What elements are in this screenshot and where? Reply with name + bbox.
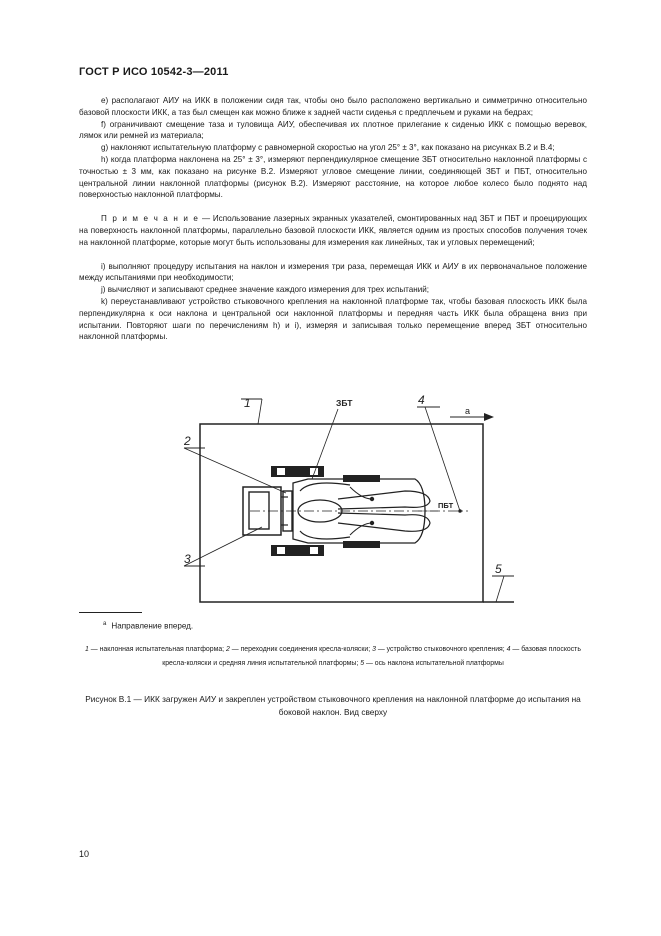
- legend-text-2: — переходник соединения кресла-коляски;: [229, 646, 373, 653]
- item-g: g) наклоняют испытательную платформу с равномерной скоростью на угол 25° ± 3°, как показано на рисунках В.2 и В.4;: [101, 143, 555, 153]
- front-caster-right: [343, 541, 380, 548]
- legend-num-4: 4: [506, 646, 511, 653]
- figure-legend: [79, 643, 587, 670]
- legend-text-5: — ось наклона испытательной платформы: [364, 659, 504, 667]
- label-3: 3: [184, 552, 191, 566]
- label-5: 5: [495, 562, 502, 576]
- pbt-point: [370, 521, 374, 525]
- label-a: а: [465, 406, 471, 416]
- label-4: 4: [418, 393, 425, 407]
- figure-drawing: [150, 395, 530, 610]
- dummy-leg-lower: [338, 513, 430, 531]
- item-f: f) ограничивают смещение таза и туловища АИУ, обеспечивая их плотное прилегание к сиденью ИКК с помощью веревок, лямок или ремней из материала;: [79, 119, 587, 141]
- front-caster-left: [343, 475, 380, 482]
- label-zbt: ЗБТ: [336, 398, 353, 408]
- label-2: 2: [184, 434, 191, 448]
- legend-num-1: 1: [85, 646, 89, 653]
- legend-text-1: — наклонная испытательная платформа;: [88, 646, 226, 653]
- document-header: ГОСТ Р ИСО 10542-3—2011: [79, 66, 229, 78]
- footnote-marker: а: [103, 621, 107, 627]
- figure-caption: Рисунок В.1 — ИКК загружен АИУ и закреплен устройством стыковочного крепления на наклонной платформе до испытания на боковой наклон. Вид сверху: [85, 694, 581, 717]
- figure-b1: [150, 395, 530, 610]
- item-e: е) располагают АИУ на ИКК в положении сидя так, чтобы оно было расположено вертикально и симметрично относительно базовой плоскости ИКК, а таз был смещен как можно ближе к задней части сиденья с предплечьем и руками на бедрах;: [79, 96, 587, 117]
- label-pbt: ПБТ: [438, 501, 454, 510]
- dummy-leg-upper: [338, 491, 430, 509]
- item-k: k) переустанавливают устройство стыковочного крепления на наклонной платформе так, чтобы базовая плоскость ИКК была перпендикулярна к оси наклона и центральной оси наклонной платформы и передняя часть ИКК была обращена вниз при испытании. Повторяют шаги по перечислениям h) и i), измеряя и записывая только перемещение вперед ЗБТ относительно наклонной платформы.: [79, 296, 587, 342]
- legend-num-5: 5: [360, 659, 365, 667]
- docking-device-inner: [249, 492, 269, 529]
- item-h: h) когда платформа наклонена на 25° ± 3°, измеряют перпендикулярное смещение ЗБТ относительно наклонной платформы с точностью ± 3 мм, как показано на рисунке В.2. Измеряют угловое смещение линии, соединяющей ЗБТ и ПБТ, относительно центральной линии наклонной платформы (рисунок В.2). Измеряют расстояние, на которое любое колесо было поднято над поверхностью наклонной платформы.: [79, 154, 587, 200]
- page-number: 10: [79, 849, 90, 859]
- note-text: — Использование лазерных экранных указателей, смонтированных над ЗБТ и ПБТ и проецирующих на поверхность наклонной платформы, параллельно базовой плоскости ИКК, является одним из простых способов получения точек на наклонной платформе, которые могут быть использованы для измерения как линейных, так и угловых перемещений;: [79, 214, 587, 247]
- body-text: [79, 95, 587, 343]
- label-1: 1: [244, 396, 251, 410]
- footnote-separator: [79, 612, 142, 613]
- legend-num-2: 2: [226, 646, 230, 653]
- item-j: j) вычисляют и записывают среднее значение каждого измерения для трех испытаний;: [101, 285, 430, 295]
- footnote-text: Направление вперед.: [111, 621, 194, 631]
- note-label: П р и м е ч а н и е: [101, 214, 200, 224]
- zbt-point: [370, 497, 374, 501]
- legend-num-3: 3: [372, 646, 376, 653]
- item-i: i) выполняют процедуру испытания на наклон и измерения три раза, перемещая ИКК и АИУ в их первоначальное положение между испытаниями при необходимости;: [79, 261, 587, 283]
- legend-text-3: — устройство стыковочного крепления;: [375, 646, 507, 653]
- legend-text-4: — базовая плоскость кресла-коляски и средняя линия испытательной платформы;: [162, 646, 581, 667]
- arrow-head: [484, 413, 494, 421]
- note: [79, 213, 587, 248]
- footnote: [103, 621, 193, 631]
